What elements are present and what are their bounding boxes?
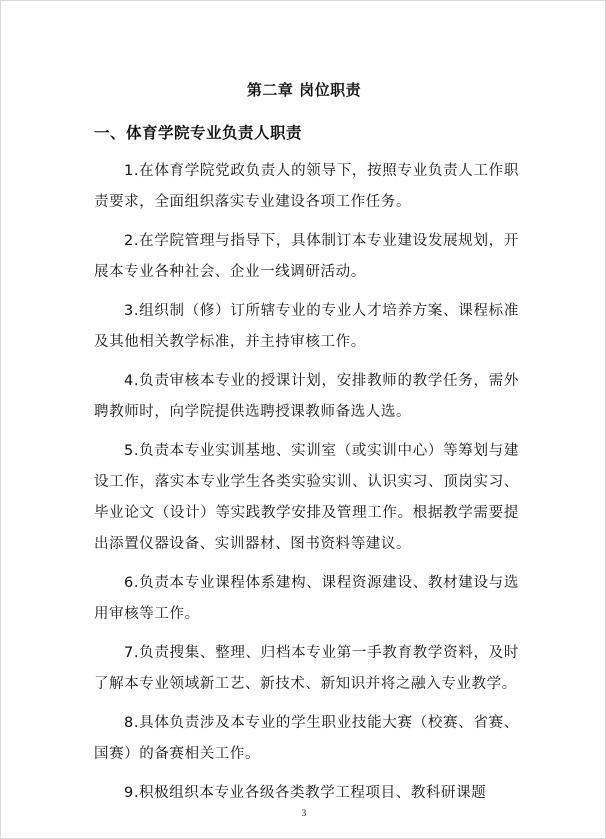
- paragraph-8: 8.具体负责涉及本专业的学生职业技能大赛（校赛、省赛、国赛）的备赛相关工作。: [94, 715, 519, 762]
- paragraph-3: 3.组织制（修）订所辖专业的专业人才培养方案、课程标准及其他相关教学标准，并主持审核工作。: [94, 303, 519, 350]
- paragraph-9: 9.积极组织本专业各级各类教学工程项目、教科研课题: [124, 785, 487, 801]
- section-heading: 一、体育学院专业负责人职责: [94, 124, 303, 142]
- paragraph-1: 1.在体育学院党政负责人的领导下，按照专业负责人工作职责要求，全面组织落实专业建设各项工作任务。: [94, 163, 519, 210]
- paragraph-7: 7.负责搜集、整理、归档本专业第一手教育教学资料，及时了解本专业领域新工艺、新技术、新知识并将之融入专业教学。: [94, 645, 519, 692]
- paragraph-6: 6.负责本专业课程体系建构、课程资源建设、教材建设与选用审核等工作。: [94, 575, 519, 622]
- paragraph-5: 5.负责本专业实训基地、实训室（或实训中心）等筹划与建设工作，落实本专业学生各类实验实训、认识实习、顶岗实习、毕业论文（设计）等实践教学安排及管理工作。根据教学需要提出添置仪器设备、实训器材、图书资料等建议。: [94, 443, 519, 552]
- chapter-title: 第二章 岗位职责: [246, 81, 362, 99]
- paragraph-2: 2.在学院管理与指导下，具体制订本专业建设发展规划，开展本专业各种社会、企业一线调研活动。: [94, 233, 519, 280]
- paragraph-4: 4.负责审核本专业的授课计划，安排教师的教学任务，需外聘教师时，向学院提供选聘授课教师备选人选。: [94, 373, 519, 420]
- page-number: 3: [301, 808, 307, 818]
- body-text: [94, 156, 519, 817]
